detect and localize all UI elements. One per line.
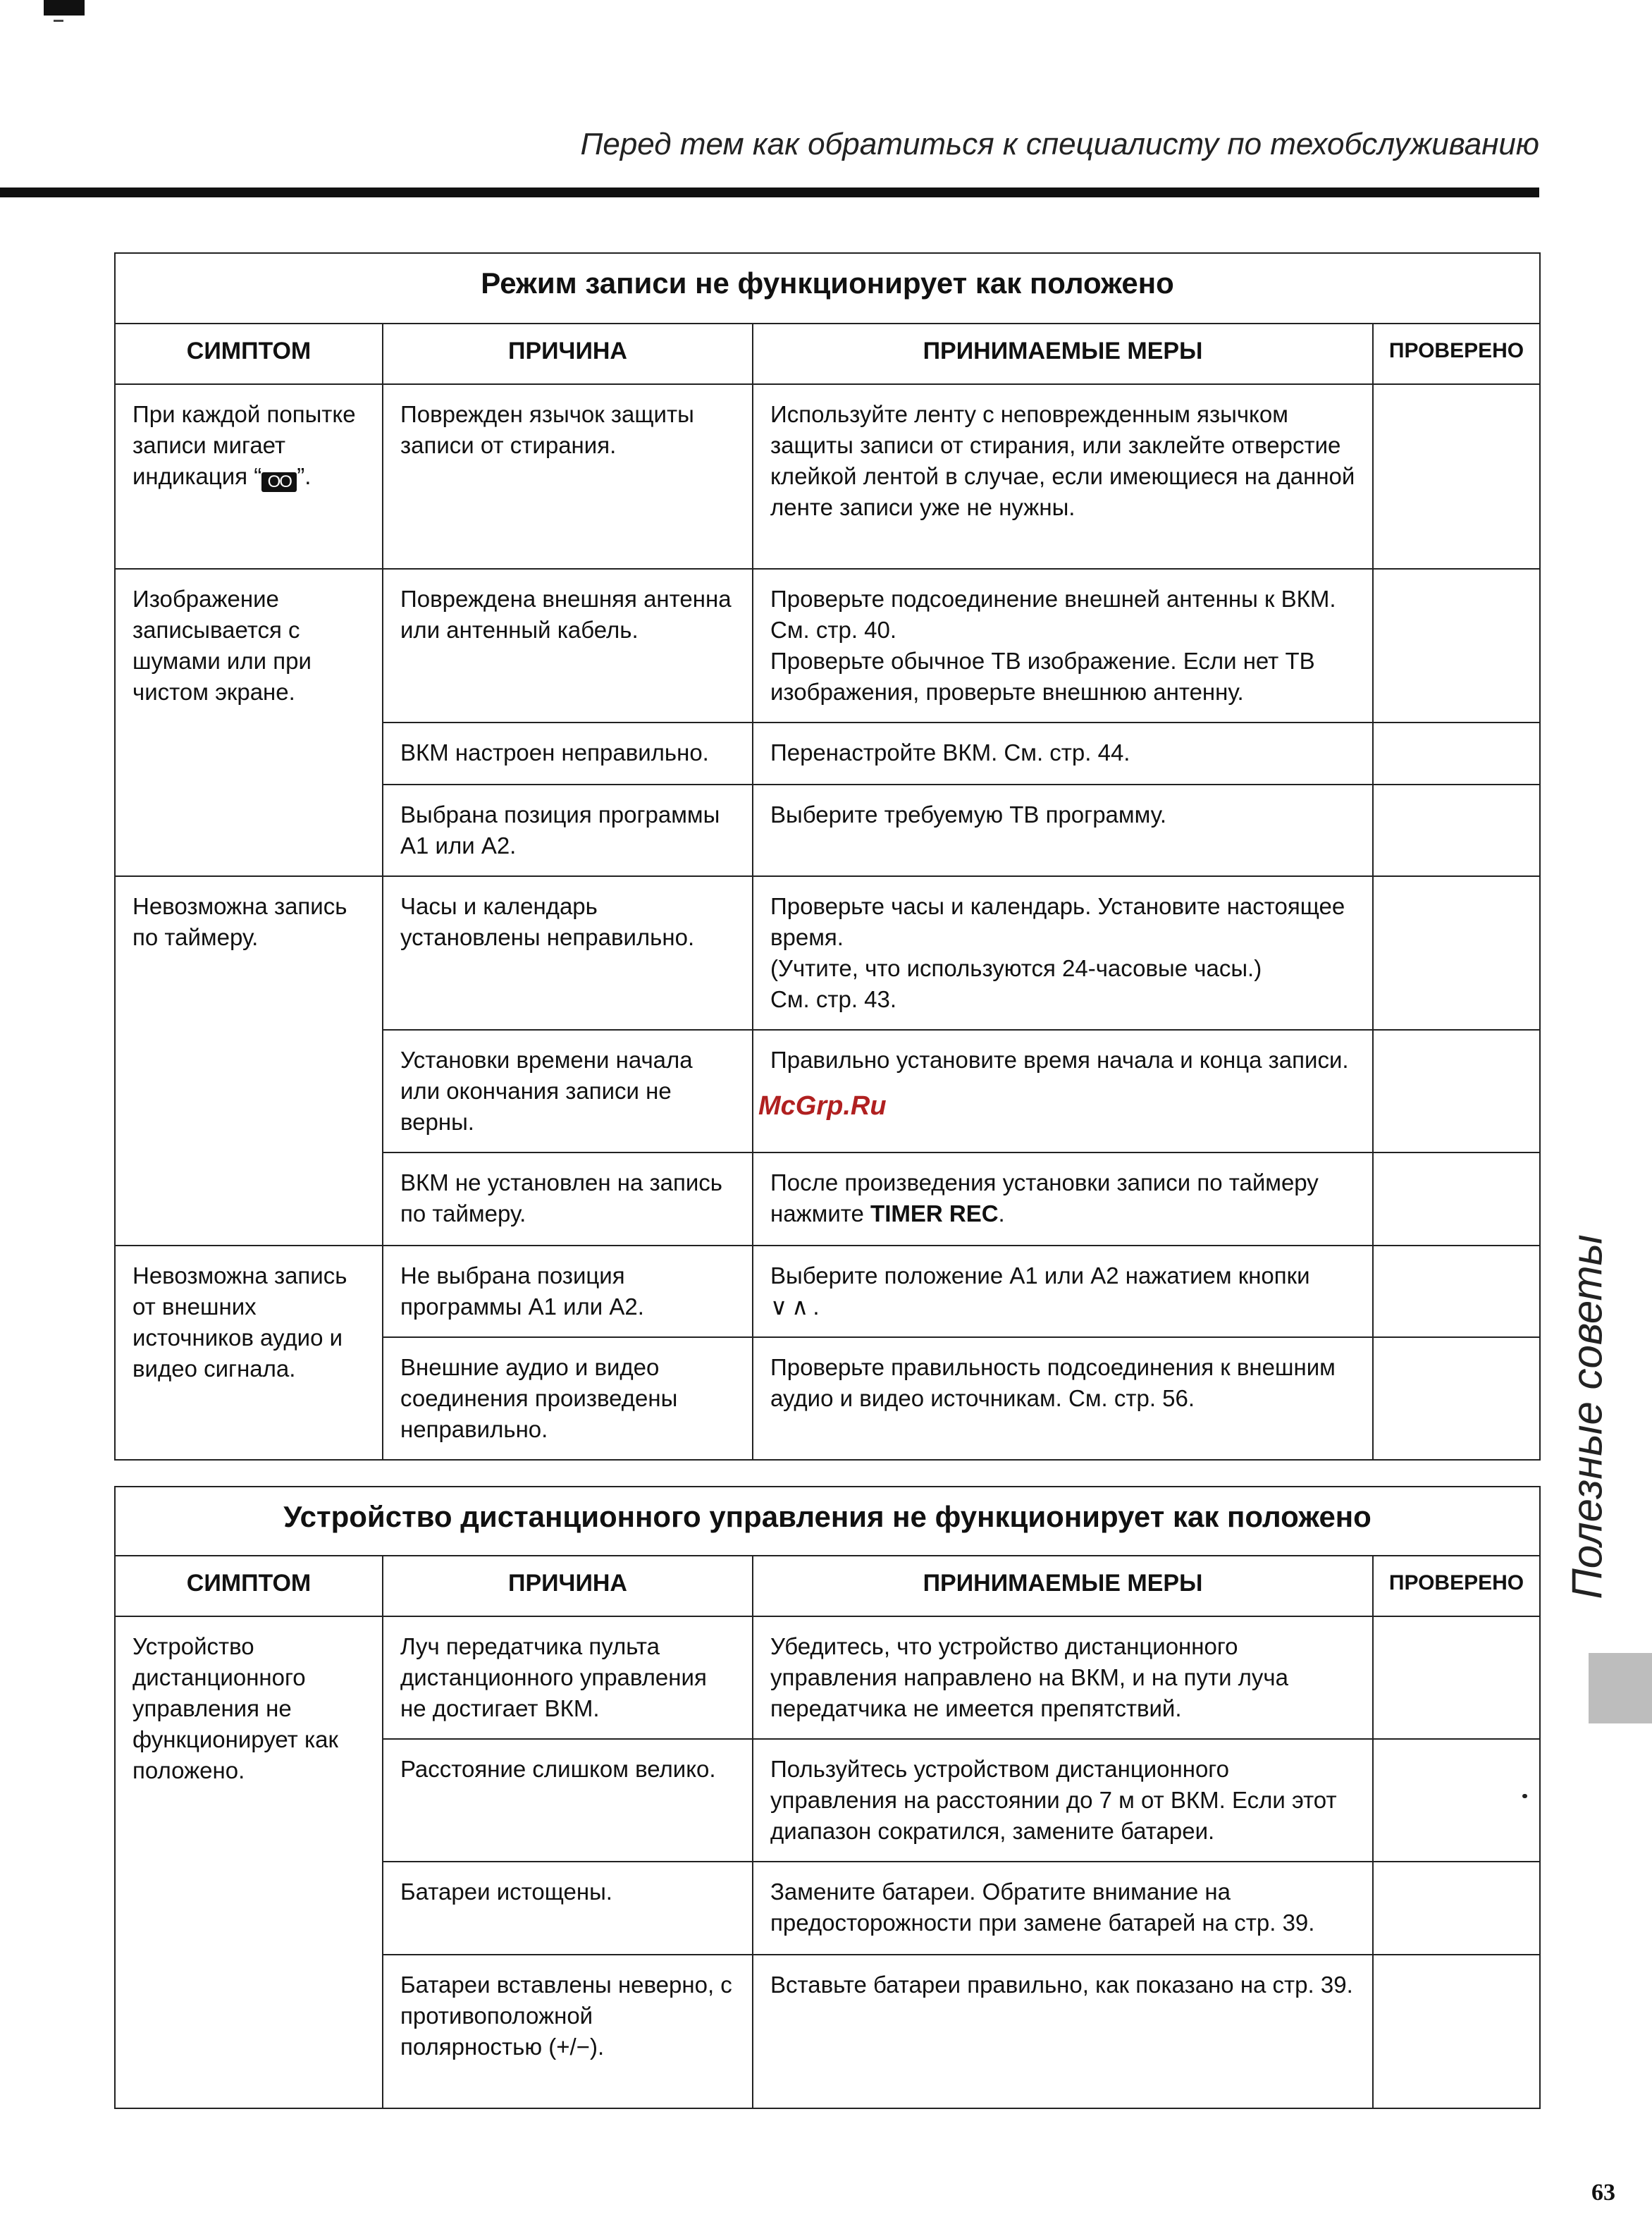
checked-cell[interactable] — [1373, 1616, 1540, 1739]
cause-cell: Расстояние слишком велико. — [383, 1739, 753, 1862]
checked-cell[interactable] — [1373, 569, 1540, 723]
checked-cell[interactable] — [1373, 1337, 1540, 1460]
cassette-tape-icon: OO — [261, 472, 297, 492]
checked-cell[interactable] — [1373, 1152, 1540, 1246]
checked-cell[interactable] — [1373, 1739, 1540, 1862]
remedy-cell: Выберите положение А1 или А2 нажатием кнопки ∨∧. — [753, 1246, 1373, 1337]
table-row — [115, 569, 1540, 723]
column-header-cause: ПРИЧИНА — [383, 324, 753, 384]
cause-cell: Часы и календарь установлены неправильно. — [383, 876, 753, 1030]
side-tab-marker — [1589, 1653, 1652, 1723]
table-row — [115, 1616, 1540, 1739]
checked-cell[interactable] — [1373, 1246, 1540, 1337]
column-header-remedy: ПРИНИМАЕМЫЕ МЕРЫ — [753, 324, 1373, 384]
checked-cell[interactable] — [1373, 876, 1540, 1030]
symptom-cell: Изображение записывается с шумами или при чистом экране. — [115, 569, 383, 876]
timer-rec-label: TIMER REC — [870, 1200, 999, 1227]
column-header-cause: ПРИЧИНА — [383, 1556, 753, 1616]
remedy-cell: Используйте ленту с неповрежденным язычком защиты записи от стирания, или заклейте отверстие клейкой лентой в случае, если имеющиеся на данной ленте записи уже не нужны. — [753, 384, 1373, 569]
cause-cell: Выбрана позиция программы А1 или А2. — [383, 785, 753, 876]
cause-cell: Батареи вставлены неверно, с противоположной полярностью (+/−). — [383, 1955, 753, 2108]
remedy-cell: Пользуйтесь устройством дистанционного управления на расстоянии до 7 м от ВКМ. Если этот диапазон сократился, замените батареи. — [753, 1739, 1373, 1862]
table-row — [115, 876, 1540, 1030]
column-header-symptom: СИМПТОМ — [115, 1556, 383, 1616]
remedy-cell: Правильно установите время начала и конца записи. — [753, 1030, 1373, 1152]
symptom-cell: Невозможна запись по таймеру. — [115, 876, 383, 1246]
symptom-cell: Устройство дистанционного управления не функционирует как положено. — [115, 1616, 383, 2108]
page-header-title: Перед тем как обратиться к специалисту по техобслуживанию — [580, 127, 1539, 161]
cause-cell: Не выбрана позиция программы А1 или А2. — [383, 1246, 753, 1337]
column-header-remedy: ПРИНИМАЕМЫЕ МЕРЫ — [753, 1556, 1373, 1616]
cause-cell: Внешние аудио и видео соединения произведены неправильно. — [383, 1337, 753, 1460]
recording-troubleshooting-table — [114, 252, 1541, 1461]
remedy-cell: После произведения установки записи по таймеру нажмите TIMER REC. — [753, 1152, 1373, 1246]
checked-cell[interactable] — [1373, 384, 1540, 569]
cause-cell: Повреждена внешняя антенна или антенный кабель. — [383, 569, 753, 723]
column-header-checked: ПРОВЕРЕНО — [1373, 324, 1540, 384]
table-row — [115, 1246, 1540, 1337]
remedy-cell: Убедитесь, что устройство дистанционного управления направлено на ВКМ, и на пути луча передатчика не имеется препятствий. — [753, 1616, 1373, 1739]
cause-cell: ВКМ настроен неправильно. — [383, 723, 753, 785]
watermark: McGrp.Ru — [758, 1091, 887, 1121]
remedy-cell: Перенастройте ВКМ. См. стр. 44. — [753, 723, 1373, 785]
column-header-checked: ПРОВЕРЕНО — [1373, 1556, 1540, 1616]
checked-cell[interactable] — [1373, 785, 1540, 876]
symptom-cell: При каждой попытке записи мигает индикация “ OO ”. — [115, 384, 383, 569]
table-row — [115, 384, 1540, 569]
corner-scan-mark-small — [54, 20, 63, 22]
scan-speck — [1522, 1794, 1527, 1798]
remedy-cell: Проверьте часы и календарь. Установите настоящее время. (Учтите, что используются 24-часовые часы.) См. стр. 43. — [753, 876, 1373, 1030]
symptom-cell: Невозможна запись от внешних источников аудио и видео сигнала. — [115, 1246, 383, 1460]
corner-scan-mark — [44, 0, 85, 16]
cause-cell: Установки времени начала или окончания записи не верны. — [383, 1030, 753, 1152]
checked-cell[interactable] — [1373, 1955, 1540, 2108]
remedy-cell: Вставьте батареи правильно, как показано на стр. 39. — [753, 1955, 1373, 2108]
column-header-symptom: СИМПТОМ — [115, 324, 383, 384]
cause-cell: Батареи истощены. — [383, 1862, 753, 1955]
remedy-cell: Проверьте подсоединение внешней антенны к ВКМ. См. стр. 40. Проверьте обычное ТВ изображение. Если нет ТВ изображения, проверьте внешнюю антенну. — [753, 569, 1373, 723]
cause-cell: Луч передатчика пульта дистанционного управления не достигает ВКМ. — [383, 1616, 753, 1739]
remote-control-troubleshooting-table — [114, 1486, 1541, 2109]
remedy-cell: Выберите требуемую ТВ программу. — [753, 785, 1373, 876]
page-number: 63 — [1591, 2180, 1615, 2206]
cause-cell: Поврежден язычок защиты записи от стирания. — [383, 384, 753, 569]
header-rule — [0, 188, 1539, 197]
cause-cell: ВКМ не установлен на запись по таймеру. — [383, 1152, 753, 1246]
checked-cell[interactable] — [1373, 723, 1540, 785]
table-title: Режим записи не функционирует как положено — [115, 253, 1540, 324]
remedy-cell: Замените батареи. Обратите внимание на предосторожности при замене батарей на стр. 39. — [753, 1862, 1373, 1955]
channel-down-up-icon: ∨∧ — [770, 1293, 813, 1320]
checked-cell[interactable] — [1373, 1030, 1540, 1152]
checked-cell[interactable] — [1373, 1862, 1540, 1955]
table-title: Устройство дистанционного управления не функционирует как положено — [115, 1487, 1540, 1556]
side-section-label: Полезные советы — [1563, 1234, 1611, 1599]
remedy-cell: Проверьте правильность подсоединения к внешним аудио и видео источникам. См. стр. 56. — [753, 1337, 1373, 1460]
